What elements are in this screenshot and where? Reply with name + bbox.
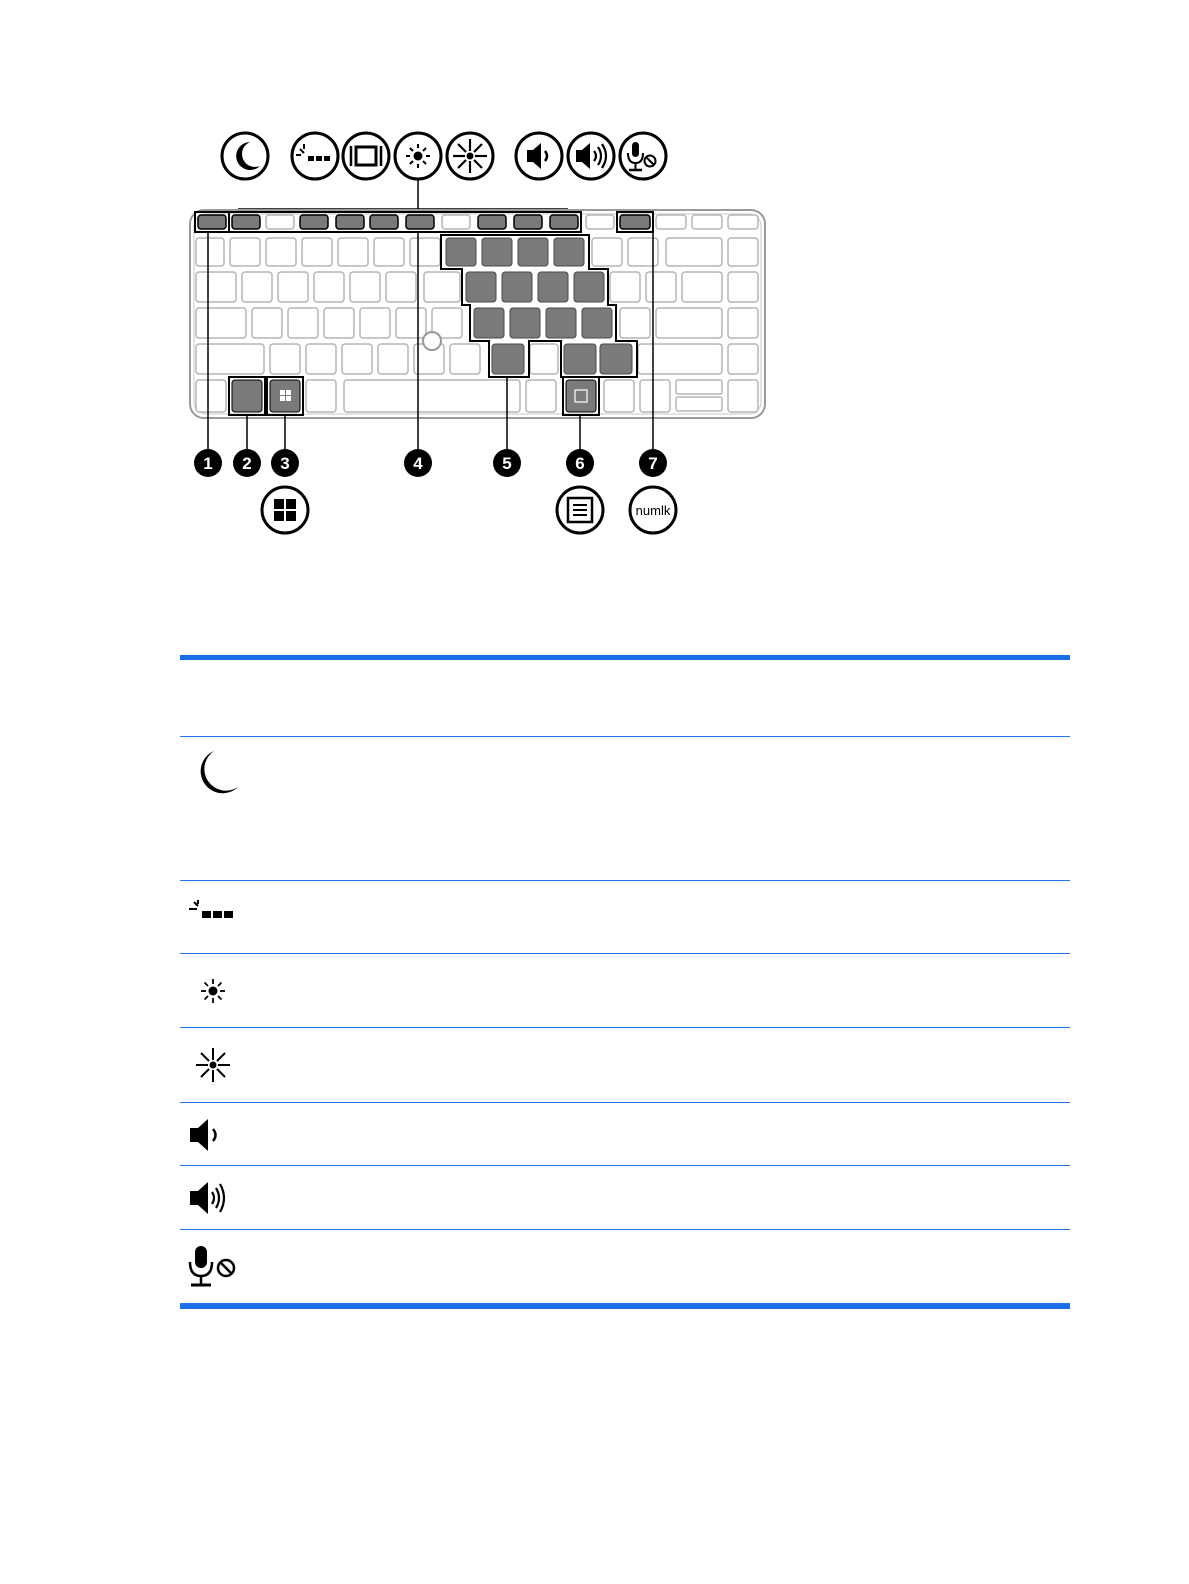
action-keys-table [180,655,1070,1309]
svg-text:4: 4 [413,454,423,473]
table-row [180,881,1070,954]
svg-text:5: 5 [502,454,512,473]
volume-down-icon [516,133,562,179]
keyboard-figure [180,120,800,550]
brightness-up-icon [194,1046,232,1089]
table-row [180,1103,1070,1166]
application-icon [557,487,603,533]
table-bottom-rule [180,1304,1070,1309]
volume-down-icon [188,1117,228,1158]
callout-2 [233,449,261,477]
mic-mute-icon [620,133,666,179]
table-row [180,737,1070,881]
fn-key [232,380,262,412]
callout-1 [194,449,222,477]
numlk-icon [630,487,676,533]
windows-icon [262,487,308,533]
callout-5 [493,449,521,477]
table-header [180,660,1070,737]
svg-text:6: 6 [575,454,585,473]
pointing-stick [423,332,441,350]
brightness-down-icon [198,976,228,1011]
keyboard-backlight-icon [292,133,338,179]
table-row [180,1028,1070,1103]
svg-text:2: 2 [242,454,252,473]
table-row [180,1166,1070,1230]
brightness-down-icon [395,133,441,179]
volume-up-icon [188,1180,232,1221]
svg-text:numlk: numlk [635,503,671,518]
callout-3 [271,449,299,477]
table-row [180,1230,1070,1304]
mic-mute-icon [186,1244,240,1293]
brightness-up-icon [447,133,493,179]
table-row [180,954,1070,1028]
display-switch-icon [343,133,389,179]
svg-text:3: 3 [280,454,290,473]
callout-7 [639,449,667,477]
svg-text:1: 1 [203,454,213,473]
sleep-icon [186,747,246,812]
svg-text:7: 7 [648,454,658,473]
sleep-icon [222,133,268,179]
callout-6 [566,449,594,477]
volume-up-icon [568,133,614,179]
callout-4 [404,449,432,477]
function-row [198,215,758,229]
keyboard-backlight-icon [186,899,246,934]
application-key [566,380,596,412]
